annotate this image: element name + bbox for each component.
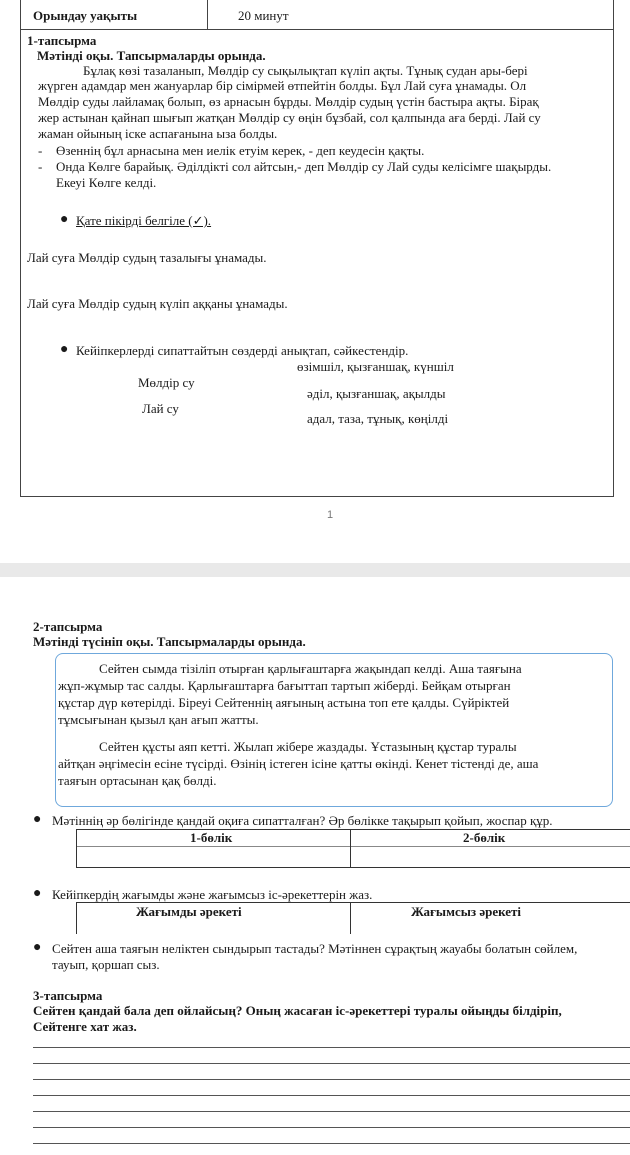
task1-instruction: Мәтінді оқы. Тапсырмаларды орында. [37,48,266,63]
table-1-middle-border [350,829,351,868]
character-lai: Лай су [142,401,179,416]
bullet-icon: ● [60,342,69,357]
story-line: құстар дүр көтерілді. Біреуі Сейтеннің аяғының астына топ ете қалды. Сүйріктей [58,695,510,710]
bullet-icon: ● [33,886,42,901]
bullet-icon: ● [33,812,42,827]
task2-title: 2-тапсырма [33,619,103,634]
story-line: таяғын ортасынан қақ бөлді. [58,773,217,788]
task1-paragraph-line: жаман ойының іске аспағанына ыза болды. [38,126,278,141]
description-2: әділ, қызғаншақ, ақылды [307,386,446,401]
task3-instruction-cont: Сейтенге хат жаз. [33,1019,137,1034]
table-1-bottom-border [76,867,630,868]
task3-instruction: Сейтен қандай бала деп ойлайсың? Оның жасаған іс-әрекеттері туралы ойыңды білдіріп, [33,1003,562,1018]
task1-paragraph-line: жүрген адамдар мен жануарлар бір сімірмей өтпейтін болды. Бұл Лай суға ұнамады. Ол [38,78,527,93]
bullet-icon: ● [33,940,42,955]
writing-line [33,1079,630,1080]
question-3-cont: тауып, қоршап сыз. [52,957,160,972]
table-2-col-1: Жағымды әрекеті [136,904,242,919]
table-1-col-2: 2-бөлік [463,830,506,845]
table-1-left-border [76,829,77,868]
header-value: 20 минут [238,8,289,23]
header-label: Орындау уақыты [33,8,138,23]
story-line: Сейтен сымда тізіліп отырған қарлығаштарға жақындап келді. Аша таяғына [99,661,522,676]
writing-line [33,1047,630,1048]
table-1-header-border [76,846,630,847]
story-line: тұмсығынан қызыл қан ағып жатты. [58,712,259,727]
dash-marker: - [38,143,43,158]
writing-line [33,1143,630,1144]
page-break [0,563,630,577]
dash-marker: - [38,159,43,174]
writing-line [33,1111,630,1112]
header-divider [207,0,208,30]
task3-title: 3-тапсырма [33,988,103,1003]
dialog-line-1: Өзеннің бұл арнасына мен иелік етуім керек, - деп кеудесін қақты. [56,143,425,158]
writing-line [33,1127,630,1128]
description-3: адал, таза, тұнық, көңілді [307,411,449,426]
statement-2: Лай суға Мөлдір судың күліп аққаны ұнамады. [27,296,288,311]
story-line: Сейтен құсты аяп кетті. Жылап жібере жаздады. Ұстазының құстар туралы [99,739,517,754]
task1-paragraph-line: Бұлақ көзі тазаланып, Мөлдір су сықылықтап күліп ақты. Тұнық судан ары-бері [83,63,528,78]
bullet-icon: ● [60,212,69,227]
story-line: жұп-жұмыр тас салды. Қарлығаштарға бағыттап тартып жіберді. Бейқам отырған [58,678,511,693]
table-2-top-border [76,902,630,903]
table-2-left-border [76,902,77,934]
table-1-col-1: 1-бөлік [190,830,233,845]
story-line: айтқан әңгімесін есіне түсірді. Өзінің істеген ісіне қатты өкінді. Кенет тістенді де, аша [58,756,539,771]
table-1-top-border [76,829,630,830]
writing-line [33,1063,630,1064]
task2-instruction: Мәтінді түсініп оқы. Тапсырмаларды орында. [33,634,306,649]
description-1: өзімшіл, қызғаншақ, күншіл [297,359,454,374]
task1-paragraph-line: Мөлдір суды лайламақ болып, өз арнасын бұрды. Мөлдір судың үстін бастыра ақты. Бірақ [38,94,539,109]
page-number: 1 [327,509,334,521]
writing-line [33,1095,630,1096]
task1-title: 1-тапсырма [27,33,97,48]
dialog-line-2b: Екеуі Көлге келді. [56,175,157,190]
question-3: Сейтен аша таяғын неліктен сындырып тастады? Мәтіннен сұрақтың жауабы болатын сөйлем, [52,941,578,956]
question-2: Кейіпкердің жағымды және жағымсыз іс-әрекеттерін жаз. [52,887,373,902]
question-1: Мәтіннің әр бөлігінде қандай оқиға сипатталған? Әр бөлікке тақырып қойып, жоспар құр. [52,813,553,828]
task1-paragraph-line: жер астынан қайнап шығып жатқан Мөлдір су өңін бұзбай, сол қалпында аға берді. Лай су [38,110,541,125]
bullet-true-false: Қате пікірді белгіле (✓). [76,213,212,228]
table-2-middle-border [350,902,351,934]
bullet-match: Кейіпкерлерді сипаттайтын сөздерді анықтап, сәйкестендір. [76,343,409,358]
character-moldir: Мөлдір су [138,375,195,390]
table-2-col-2: Жағымсыз әрекеті [411,904,522,919]
dialog-line-2: Онда Көлге барайық. Әділдікті сол айтсын,- деп Мөлдір су Лай суды келісімге шақырды. [56,159,552,174]
statement-1: Лай суға Мөлдір судың тазалығы ұнамады. [27,250,267,265]
